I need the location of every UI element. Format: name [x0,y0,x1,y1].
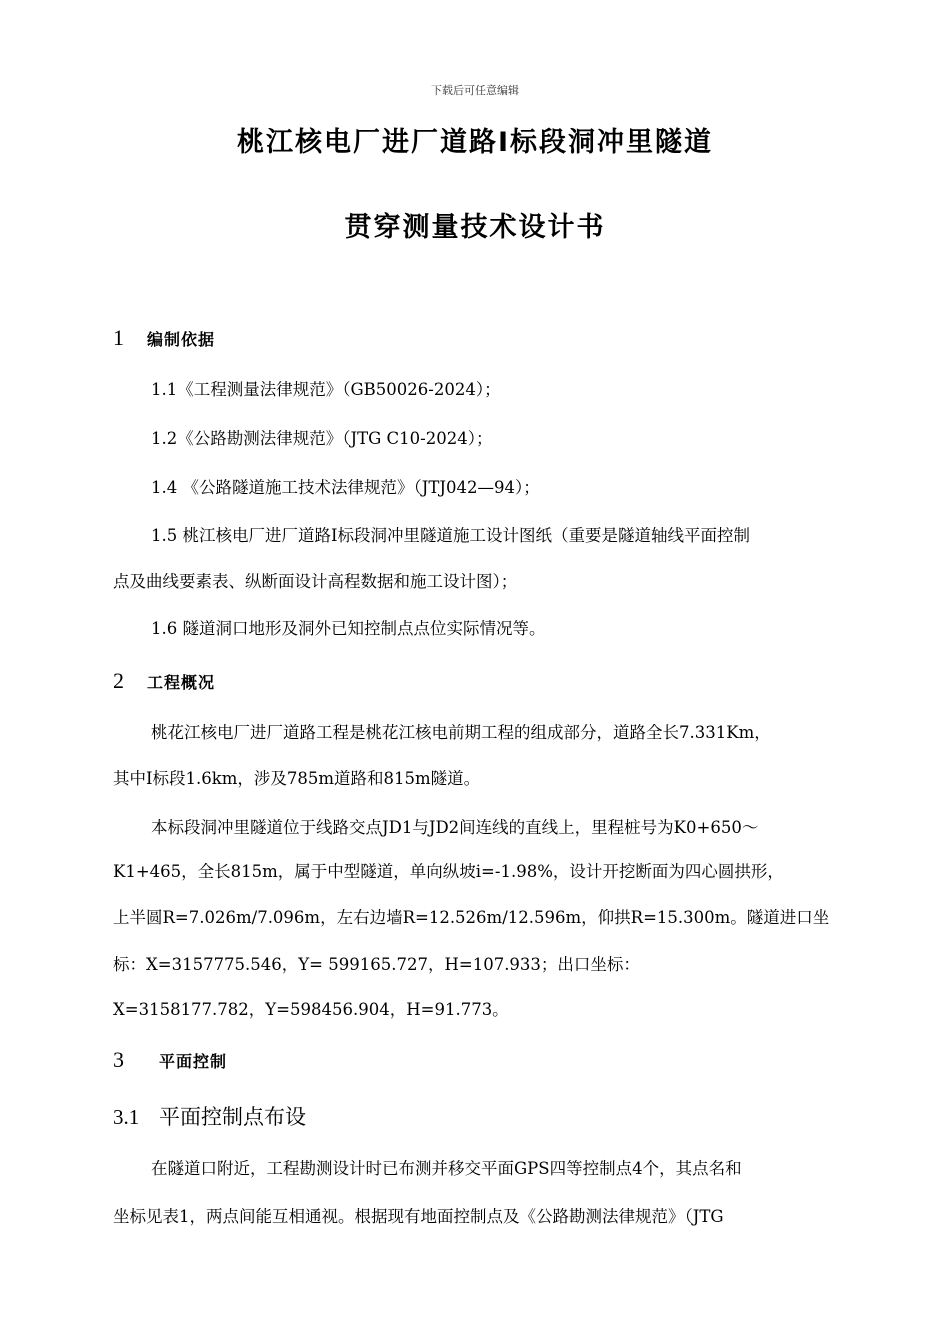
reference-item: 1.2《公路勘测法律规范》（JTG C10-2024）； [151,429,493,448]
section-number: 2 [113,668,124,693]
body-text-line: 坐标见表1，两点间能互相通视。根据现有地面控制点及《公路勘测法律规范》（JTG [113,1207,724,1226]
section-title: 平面控制 [159,1052,228,1071]
document-title-line-1: 桃江核电厂进厂道路Ⅰ标段洞冲里隧道 [236,127,714,158]
header-note: 下载后可任意编辑 [431,84,519,97]
section-title: 编制依据 [147,330,216,349]
body-text-line: 标：X=3157775.546，Y= 599165.727，H=107.933；出口坐标： [113,955,640,974]
body-text-line: 其中Ⅰ标段1.6km，涉及785m道路和815m隧道。 [113,769,481,788]
document-title-line-2: 贯穿测量技术设计书 [344,212,606,243]
body-text-line: K1+465，全长815m，属于中型隧道，单向纵坡i=-1.98%，设计开挖断面为四心圆拱形， [113,862,784,881]
body-text-line: 桃花江核电厂进厂道路工程是桃花江核电前期工程的组成部分，道路全长7.331Km， [151,723,771,742]
subsection-number: 3.1 [113,1105,140,1129]
subsection-title: 平面控制点布设 [159,1105,306,1129]
reference-item: 1.6 隧道洞口地形及洞外已知控制点点位实际情况等。 [151,619,546,638]
section-title: 工程概况 [147,673,216,692]
section-1-heading [113,325,215,351]
reference-item: 1.4 《公路隧道施工技术法律规范》（JTJ042—94）； [151,478,540,497]
reference-item: 1.1《工程测量法律规范》（GB50026-2024）； [151,380,501,399]
body-text-line: 在隧道口附近，工程勘测设计时已布测并移交平面GPS四等控制点4个，其点名和 [151,1159,742,1178]
section-number: 1 [113,325,124,350]
body-text-line: 本标段洞冲里隧道位于线路交点JD1与JD2间连线的直线上，里程桩号为K0+650～ [151,818,759,837]
body-text-line: X=3158177.782，Y=598456.904，H=91.773。 [113,1000,509,1019]
reference-item-continued: 点及曲线要素表、纵断面设计高程数据和施工设计图）； [113,572,518,591]
section-number: 3 [113,1047,124,1072]
section-3-heading [113,1047,227,1073]
body-text-line: 上半圆R=7.026m/7.096m，左右边墙R=12.526m/12.596m，仰拱R=15.300m。隧道进口坐 [113,908,830,927]
section-2-heading [113,668,215,694]
reference-item: 1.5 桃江核电厂进厂道路Ⅰ标段洞冲里隧道施工设计图纸（重要是隧道轴线平面控制 [151,526,751,545]
subsection-3-1-heading [113,1101,306,1131]
